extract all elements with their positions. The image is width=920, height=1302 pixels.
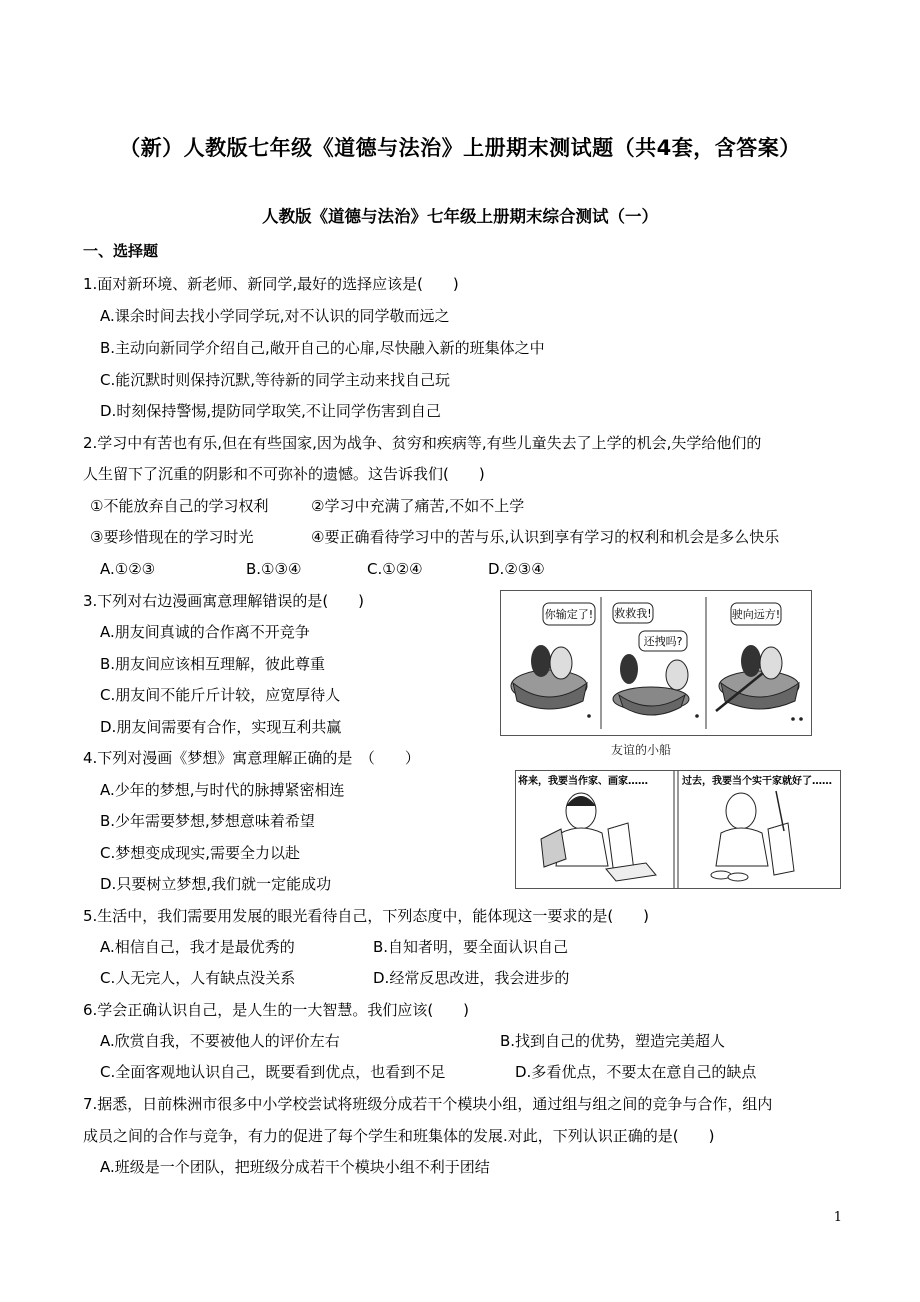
q2-statement-2: ②学习中充满了痛苦,不如不上学 — [311, 497, 525, 515]
bubble-1: 你输定了! — [544, 608, 594, 621]
q1-option-a: A.课余时间去找小学同学玩,对不认识的同学敬而远之 — [100, 307, 450, 325]
q4-option-c: C.梦想变成现实,需要全力以赴 — [100, 844, 301, 862]
q5-option-d: D.经常反思改进，我会进步的 — [373, 969, 570, 987]
q3-option-b: B.朋友间应该相互理解，彼此尊重 — [100, 655, 326, 673]
q2-statement-1: ①不能放弃自己的学习权利 — [90, 497, 269, 515]
q5-stem: 5.生活中，我们需要用发展的眼光看待自己，下列态度中，能体现这一要求的是( ) — [83, 907, 650, 925]
q6-option-c: C.全面客观地认识自己，既要看到优点，也看到不足 — [100, 1063, 446, 1081]
q3-stem: 3.下列对右边漫画寓意理解错误的是( ) — [83, 592, 365, 610]
section-heading: 一、选择题 — [83, 242, 159, 260]
bubble-2: 救救我! — [614, 607, 652, 620]
page-number: 1 — [833, 1210, 842, 1225]
q7-stem-line2: 成员之间的合作与竞争，有力的促进了每个学生和班集体的发展.对此，下列认识正确的是( ) — [83, 1127, 715, 1145]
q2-option-c: C.①②④ — [367, 560, 423, 578]
bubble-3: 还拽吗? — [643, 635, 683, 648]
q7-option-a: A.班级是一个团队，把班级分成若干个模块小组不利于团结 — [100, 1158, 490, 1176]
q2-option-a: A.①②③ — [100, 560, 156, 578]
q3-option-a: A.朋友间真诚的合作离不开竞争 — [100, 623, 310, 641]
q4-option-a: A.少年的梦想,与时代的脉搏紧密相连 — [100, 781, 345, 799]
comic-caption: 友谊的小船 — [611, 743, 672, 757]
q2-statement-4: ④要正确看待学习中的苦与乐,认识到享有学习的权利和机会是多么快乐 — [311, 528, 780, 546]
q2-option-d: D.②③④ — [488, 560, 545, 578]
q2-stem-line1: 2.学习中有苦也有乐,但在有些国家,因为战争、贫穷和疾病等,有些儿童失去了上学的机会,失学给他们的 — [83, 434, 762, 452]
q5-option-c: C.人无完人，人有缺点没关系 — [100, 969, 296, 987]
q6-option-d: D.多看优点，不要太在意自己的缺点 — [515, 1063, 757, 1081]
q7-stem-line1: 7.据悉，日前株洲市很多中小学校尝试将班级分成若干个模块小组，通过组与组之间的竞争与合作，组内 — [83, 1095, 773, 1113]
dream-right-text: 过去，我要当个实干家就好了…… — [682, 776, 832, 787]
q6-stem: 6.学会正确认识自己，是人生的一大智慧。我们应该( ) — [83, 1001, 470, 1019]
q4-option-d: D.只要树立梦想,我们就一定能成功 — [100, 875, 332, 893]
q3-option-c: C.朋友间不能斤斤计较，应宽厚待人 — [100, 686, 341, 704]
q3-option-d: D.朋友间需要有合作，实现互利共赢 — [100, 718, 342, 736]
dream-comic-drawing — [516, 771, 840, 888]
document-title: （新）人教版七年级《道德与法治》上册期末测试题（共4套，含答案） — [119, 136, 801, 160]
q1-stem: 1.面对新环境、新老师、新同学,最好的选择应该是( ) — [83, 275, 459, 293]
dream-comic — [515, 770, 841, 889]
q6-option-b: B.找到自己的优势，塑造完美超人 — [500, 1032, 726, 1050]
friendship-boat-comic — [500, 590, 812, 736]
q5-option-b: B.自知者明，要全面认识自己 — [373, 938, 569, 956]
q4-stem: 4.下列对漫画《梦想》寓意理解正确的是 （ ） — [83, 749, 420, 767]
q2-stem-line2: 人生留下了沉重的阴影和不可弥补的遗憾。这告诉我们( ) — [83, 465, 485, 483]
q5-option-a: A.相信自己，我才是最优秀的 — [100, 938, 295, 956]
bubble-4: 驶向远方! — [731, 608, 781, 621]
q1-option-d: D.时刻保持警惕,提防同学取笑,不让同学伤害到自己 — [100, 402, 441, 420]
q1-option-b: B.主动向新同学介绍自己,敞开自己的心扉,尽快融入新的班集体之中 — [100, 339, 545, 357]
dream-left-text: 将来，我要当作家、画家…… — [518, 776, 648, 787]
q2-statement-3: ③要珍惜现在的学习时光 — [90, 528, 254, 546]
test-subtitle: 人教版《道德与法治》七年级上册期末综合测试（一） — [262, 207, 658, 226]
q1-option-c: C.能沉默时则保持沉默,等待新的同学主动来找自己玩 — [100, 371, 451, 389]
comic-drawing — [501, 591, 811, 735]
q2-option-b: B.①③④ — [246, 560, 302, 578]
q6-option-a: A.欣赏自我，不要被他人的评价左右 — [100, 1032, 340, 1050]
q4-option-b: B.少年需要梦想,梦想意味着希望 — [100, 812, 315, 830]
